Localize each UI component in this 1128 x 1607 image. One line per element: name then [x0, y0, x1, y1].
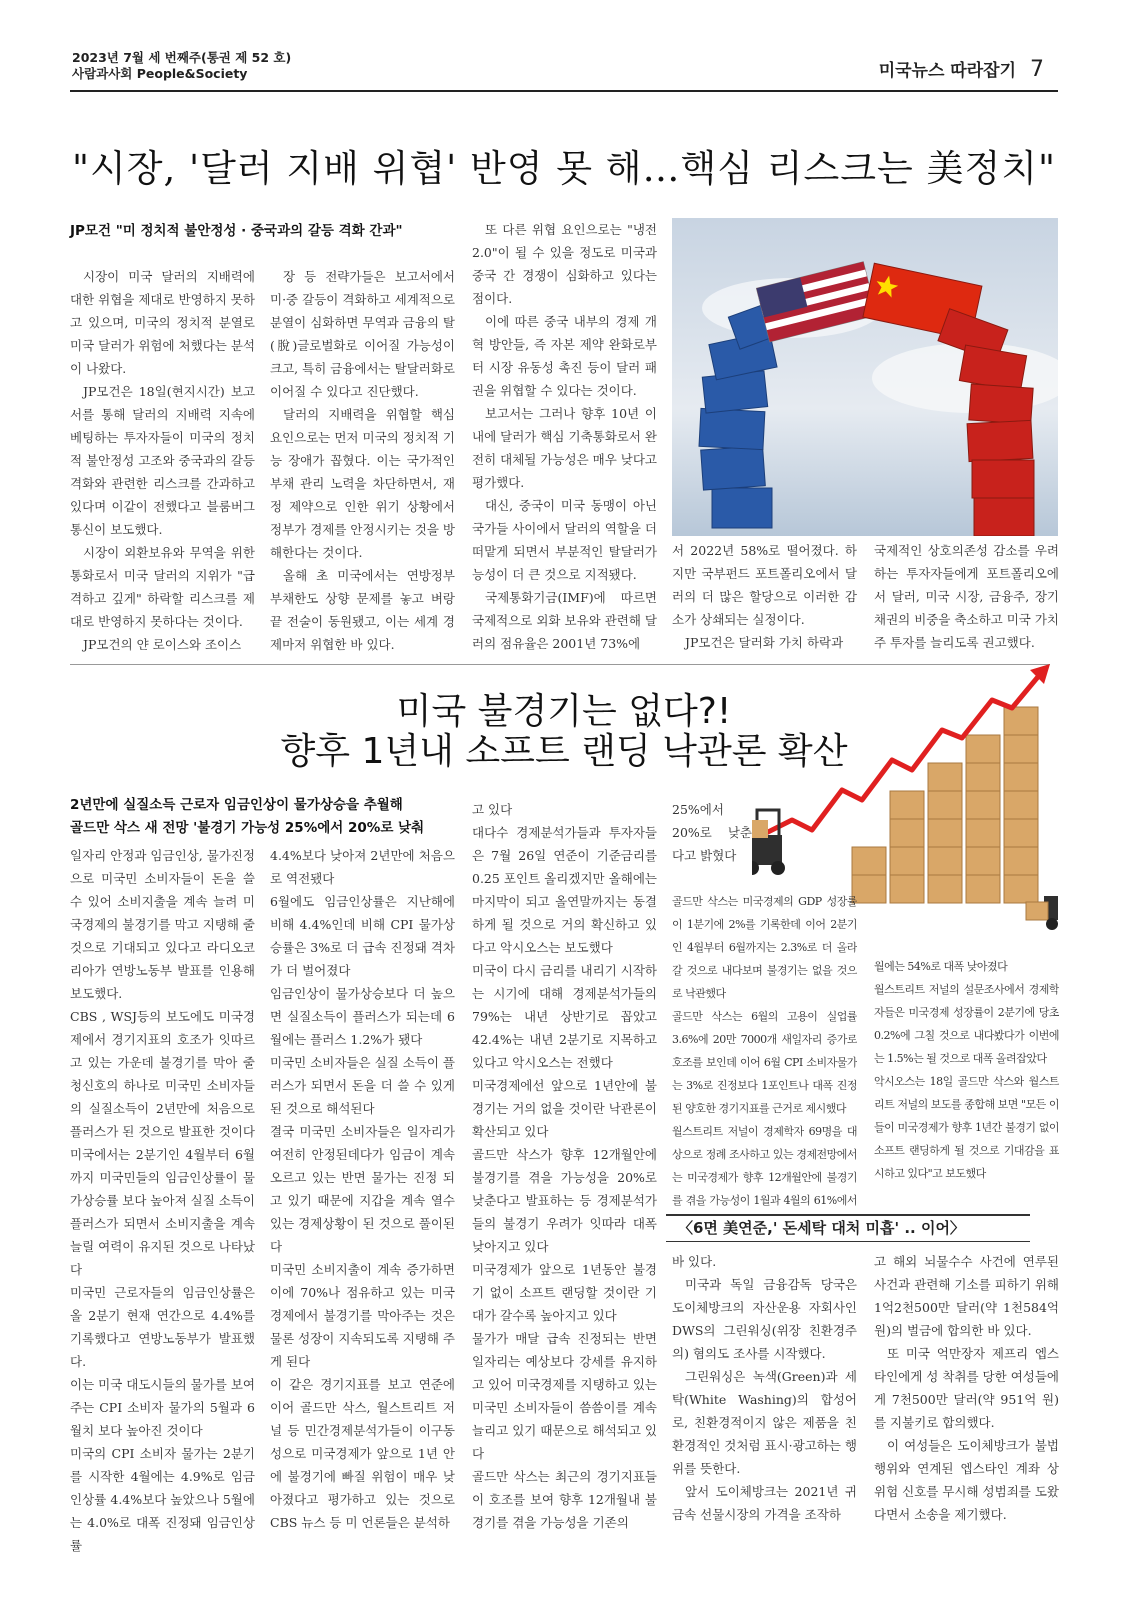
- paragraph: 미국민 근로자들의 임금인상률은 올 2분기 현재 연간으로 4.4%를 기록했다고 연방노동부가 발표했다.: [70, 1285, 255, 1369]
- paragraph: 또 미국 억만장자 제프리 엡스타인에게 성 착취를 당한 여성들에게 7천500만 달러(약 951억 원)를 지불키로 합의했다.: [874, 1346, 1059, 1430]
- header-rule: [70, 90, 1058, 92]
- article2-col5: [874, 955, 1059, 1208]
- paragraph: JP모건의 얀 로이스와 조이스: [83, 637, 242, 652]
- paragraph: 바 있다.: [672, 1254, 717, 1269]
- headline-line: 미국 불경기는 없다?!: [396, 691, 732, 732]
- continued-col1: [672, 1250, 857, 1597]
- article1-col5: [874, 539, 1059, 655]
- paragraph: JP모건은 달러화 가치 하락과: [685, 635, 844, 650]
- paragraph: 미국의 CPI 소비자 물가는 2분기를 시작한 4월에는 4.9%로 임금인상률 4.4%보다 높았으나 5월에는 4.0%로 대폭 진정돼 임금인상률: [70, 1446, 255, 1553]
- continued-col2: [874, 1250, 1059, 1597]
- paragraph: 미국민 소비자들은 실질 소득이 플러스가 되면서 돈을 더 쓸 수 있게 된 것으로 해석된다: [270, 1055, 455, 1116]
- article1-subheadline: JP모건 "미 정치적 불안정성 · 중국과의 갈등 격화 간과": [70, 223, 403, 239]
- containers-illustration: [672, 218, 1058, 536]
- paragraph: 4.4%보다 낮아져 2년만에 처음으로 역전됐다: [270, 848, 455, 886]
- paragraph: 시장이 외환보유와 무역을 위한 통화로서 미국 달러의 지위가 "급격하고 깊게" 하락할 리스크를 제대로 반영하지 못하다는 것이다.: [70, 545, 255, 629]
- forklift-left: [752, 810, 785, 875]
- paragraph: 올해 초 미국에서는 연방정부 부채한도 상향 문제를 놓고 벼랑 끝 전술이 동원됐고, 이는 세계 경제마저 위협한 바 있다.: [270, 568, 455, 652]
- photo-trade-containers: [672, 218, 1058, 536]
- paragraph: 월스트리트 저널의 설문조사에서 경제학자들은 미국경제 성장률이 2분기에 당초 0.2%에 그칠 것으로 내다봤다가 이번에는 1.5%는 될 것으로 대폭 올려잡았다: [874, 983, 1059, 1065]
- article1-col3: [472, 218, 657, 655]
- paragraph: 이에 따른 중국 내부의 경제 개혁 방안들, 즉 자본 제약 완화로부터 시장 유동성 촉진 등이 달러 패권을 위협할 수 있다는 것이다.: [472, 314, 657, 398]
- article2-col2: [270, 844, 455, 1597]
- article2-col1: [70, 844, 255, 1597]
- masthead: [72, 50, 291, 82]
- article2-col3: [472, 798, 657, 1597]
- paragraph: 이는 미국 대도시들의 물가를 보여주는 CPI 소비자 물가의 5월과 6월치 보다 높아진 것이다: [70, 1377, 255, 1438]
- paragraph: 미국경제에선 앞으로 1년안에 불경기는 거의 없을 것이란 낙관론이 확산되고 있다: [472, 1078, 657, 1139]
- paragraph: 임금인상이 물가상승보다 더 높으면 실질소득이 플러스가 되는데 6월에는 플러스 1.2%가 됐다: [270, 986, 455, 1047]
- subheadline-line: 골드만 삭스 새 전망 '불경기 가능성 25%에서 20%로 낮춰: [70, 820, 425, 836]
- paragraph: 미국경제가 앞으로 1년동안 불경기 없이 소프트 랜딩할 것이란 기대가 갈수록 높아지고 있다: [472, 1262, 657, 1323]
- section-name: 미국뉴스 따라잡기: [878, 61, 1016, 81]
- paragraph: 미국이 다시 금리를 내리기 시작하는 시기에 대해 경제분석가들의 79%는 내년 상반기로 꼽았고 42.4%는 내년 2분기로 지목하고 있다고 악시오스는 전했다: [472, 963, 657, 1070]
- paragraph: 서 2022년 58%로 떨어졌다. 하지만 국부펀드 포트폴리오에서 달러의 더 많은 할당으로 이러한 감소가 상쇄되는 실정이다.: [672, 543, 857, 627]
- paragraph: 악시오스는 18일 골드만 삭스와 월스트리트 저널의 보도를 종합해 보면 "모든 이들이 미국경제가 향후 1년간 불경기 없이 소프트 랜딩하게 될 것으로 기대감을 표시하고 있다"고 보도했다: [874, 1075, 1059, 1180]
- paragraph: 미국에서는 2분기인 4월부터 6월까지 미국민들의 임금인상률이 물가상승률 보다 높아져 실질 소득이 플러스가 되면서 소비지출을 계속 늘릴 여력이 유지된 것으로 나타났다: [70, 1147, 255, 1277]
- paragraph: 골드만 삭스는 미국경제의 GDP 성장률이 1분기에 2%를 기록한데 이어 2분기인 4월부터 6월까지는 2.3%로 더 올라갈 것으로 내다보며 불경기는 없을 것으로 낙관했다: [672, 895, 857, 1000]
- article2-subheadline: [70, 794, 460, 840]
- paragraph: 장 등 전략가들은 보고서에서 미·중 갈등이 격화하고 세계적으로 분열이 심화하면 무역과 금융의 탈(脫)글로벌화로 이어질 가능성이 크고, 특히 금융에서는 탈달러화로 이어질 수 있다고 진단했다.: [270, 269, 455, 399]
- section-header: [879, 56, 1044, 82]
- paragraph: 보고서는 그러나 향후 10년 이내에 달러가 핵심 기축통화로서 완전히 대체될 가능성은 매우 낮다고 평가했다.: [472, 406, 657, 490]
- paragraph: 미국과 독일 금융감독 당국은 도이체방크의 자산운용 자회사인 DWS의 그린워싱(위장 친환경주의) 혐의도 조사를 시작했다.: [672, 1277, 857, 1361]
- paragraph: 시장이 미국 달러의 지배력에 대한 위협을 제대로 반영하지 못하고 있으며, 미국의 정치적 분열로 미국 달러가 위험에 처했다는 분석이 나왔다.: [70, 269, 255, 376]
- paragraph: 그린워싱은 녹색(Green)과 세탁(White Washing)의 합성어로, 친환경적이지 않은 제품을 친환경적인 것처럼 표시·광고하는 행위를 뜻한다.: [672, 1369, 857, 1476]
- article2-col4: [672, 890, 857, 1208]
- subheadline-line: 2년만에 실질소득 근로자 임금인상이 물가상승을 추월해: [70, 797, 403, 813]
- article1-col1: [70, 265, 255, 655]
- article2-col4-top-narrow: [672, 798, 752, 888]
- paragraph: 월에는 54%로 대폭 낮아졌다: [874, 960, 1008, 973]
- paragraph: 대다수 경제분석가들과 투자자들은 7월 26일 연준이 기준금리를 0.25 포인트 올리겠지만 올해에는 마지막이 되고 올연말까지는 동결하게 될 것으로 거의 확신하고 있다고 악시오스는 보도했다: [472, 825, 657, 955]
- paragraph: 6월에도 임금인상률은 지난해에 비해 4.4%인데 비해 CPI 물가상승률은 3%로 더 급속 진정돼 격차가 더 벌어졌다: [270, 894, 455, 978]
- paragraph: 일자리 안정과 임금인상, 물가진정으로 미국민 소비자들이 돈을 쓸 수 있어 소비지출을 계속 늘려 미국경제의 불경기를 막고 지탱해 줄 것으로 기대되고 있다고 라디오코리아가 연방노동부 발표를 인용해 보도했다.: [70, 848, 255, 1001]
- paragraph: 월스트리트 저널이 경제학자 69명을 대상으로 정례 조사하고 있는 경제전망에서는 미국경제가 향후 12개월안에 불경기를 겪을 가능성이 1월과 4월의 61%에서: [672, 1125, 857, 1207]
- paragraph: 이 같은 경기지표를 보고 연준에 이어 골드만 삭스, 월스트리트 저널 등 민간경제분석가들이 이구동성으로 미국경제가 앞으로 1년 안에 불경기에 빠질 위험이 매우 낮아졌다고 평가하고 있는 것으로 CBS 뉴스 등 미 언론들은 분석하: [270, 1377, 455, 1530]
- paragraph: 고 있다: [472, 802, 513, 817]
- article1-col4: [672, 539, 857, 655]
- continued-box-title: 〈6면 美연준,' 돈세탁 대처 미흡' .. 이어〉: [666, 1214, 1030, 1242]
- paragraph: 물가가 매달 급속 진정되는 반면 일자리는 예상보다 강세를 유지하고 있어 미국경제를 지탱하고 있는 미국민 소비자들이 씀씀이를 계속 늘리고 있기 때문으로 해석되고 있다: [472, 1331, 657, 1461]
- paragraph: 골드만 삭스는 6월의 고용이 실업률 3.6%에 20만 7000개 새일자리 증가로 호조를 보인데 이어 6월 CPI 소비자물가는 3%로 진정보다 1포인트나 대폭 진정된 양호한 경기지표를 근거로 제시했다: [672, 1010, 857, 1115]
- page-number: 7: [1030, 57, 1044, 82]
- paragraph: CBS , WSJ등의 보도에도 미국경제에서 경기지표의 호조가 잇따르고 있는 가운데 불경기를 막아 줄 청신호의 하나로 미국민 소비자들의 실질소득이 2년만에 처음으로 플러스가 된 것으로 발표한 것이다: [70, 1009, 255, 1139]
- paragraph: 국제통화기금(IMF)에 따르면 국제적으로 외화 보유와 관련해 달러의 점유율은 2001년 73%에: [472, 590, 657, 651]
- paragraph: 골드만 삭스가 향후 12개월안에 불경기를 겪을 가능성을 20%로 낮춘다고 발표하는 등 경제분석가들의 불경기 우려가 잇따라 대폭 낮아지고 있다: [472, 1147, 657, 1254]
- paragraph: 미국민 소비지출이 계속 증가하면 이에 70%나 점유하고 있는 미국경제에서 불경기를 막아주는 것은 물론 성장이 지속되도록 지탱해 주게 된다: [270, 1262, 455, 1369]
- publication-name: 사람과사회 People&Society: [72, 66, 248, 81]
- paragraph: JP모건은 18일(현지시간) 보고서를 통해 달러의 지배력 지속에 베팅하는 투자자들이 미국의 정치적 불안정성 고조와 중국과의 갈등 격화와 관련한 리스크를 간과하고 있다며 이같이 전했다고 블룸버그통신이 보도했다.: [70, 384, 255, 537]
- headline-line: 향후 1년내 소프트 랜딩 낙관론 확산: [280, 731, 848, 772]
- paragraph: 또 다른 위협 요인으로는 "냉전 2.0"이 될 수 있을 정도로 미국과 중국 간 경쟁이 심화하고 있다는 점이다.: [472, 222, 657, 306]
- paragraph: 달러의 지배력을 위협할 핵심 요인으로는 먼저 미국의 정치적 기능 장애가 꼽혔다. 이는 국가적인 부채 관리 노력을 차단하면서, 재정 제약으로 인한 위기 상황에서 정부가 경제를 안정시키는 것을 방해한다는 것이다.: [270, 407, 455, 560]
- article1-headline: "시장, '달러 지배 위협' 반영 못 해…핵심 리스크는 美정치": [71, 147, 1057, 190]
- paragraph: 25%에서 20%로 낮춘다고 밝혔다: [672, 802, 752, 863]
- paragraph: 이 여성들은 도이체방크가 불법 행위와 연계된 엡스타인 계좌 상 위험 신호를 무시해 성범죄를 도왔다면서 소송을 제기했다.: [874, 1438, 1059, 1522]
- paragraph: 국제적인 상호의존성 감소를 우려하는 투자자들에게 포트폴리오에서 달러, 미국 시장, 금융주, 장기채권의 비중을 축소하고 미국 가치주 투자를 늘리도록 권고했다.: [874, 543, 1059, 650]
- paragraph: 고 해외 뇌물수수 사건에 연루된 사건과 관련해 기소를 피하기 위해 1억2천500만 달러(약 1천584억 원)의 벌금에 합의한 바 있다.: [874, 1254, 1059, 1338]
- issue-info: 2023년 7월 세 번째주(통권 제 52 호): [72, 50, 292, 65]
- article1-col2: [270, 265, 455, 655]
- paragraph: 결국 미국민 소비자들은 일자리가 여전히 안정된데다가 임금이 계속 오르고 있는 반면 물가는 진정 되고 있기 때문에 지갑을 계속 열수 있는 경제상황이 된 것으로 풀이된다: [270, 1124, 455, 1254]
- paragraph: 골드만 삭스는 최근의 경기지표들이 호조를 보여 향후 12개월내 불경기를 겪을 가능성을 기존의: [472, 1469, 657, 1530]
- paragraph: 앞서 도이체방크는 2021년 귀금속 선물시장의 가격을 조작하: [672, 1484, 857, 1522]
- paragraph: 대신, 중국이 미국 동맹이 아닌 국가들 사이에서 달러의 역할을 더 떠맡게 되면서 부분적인 탈달러가능성이 더 큰 것으로 지적됐다.: [472, 498, 657, 582]
